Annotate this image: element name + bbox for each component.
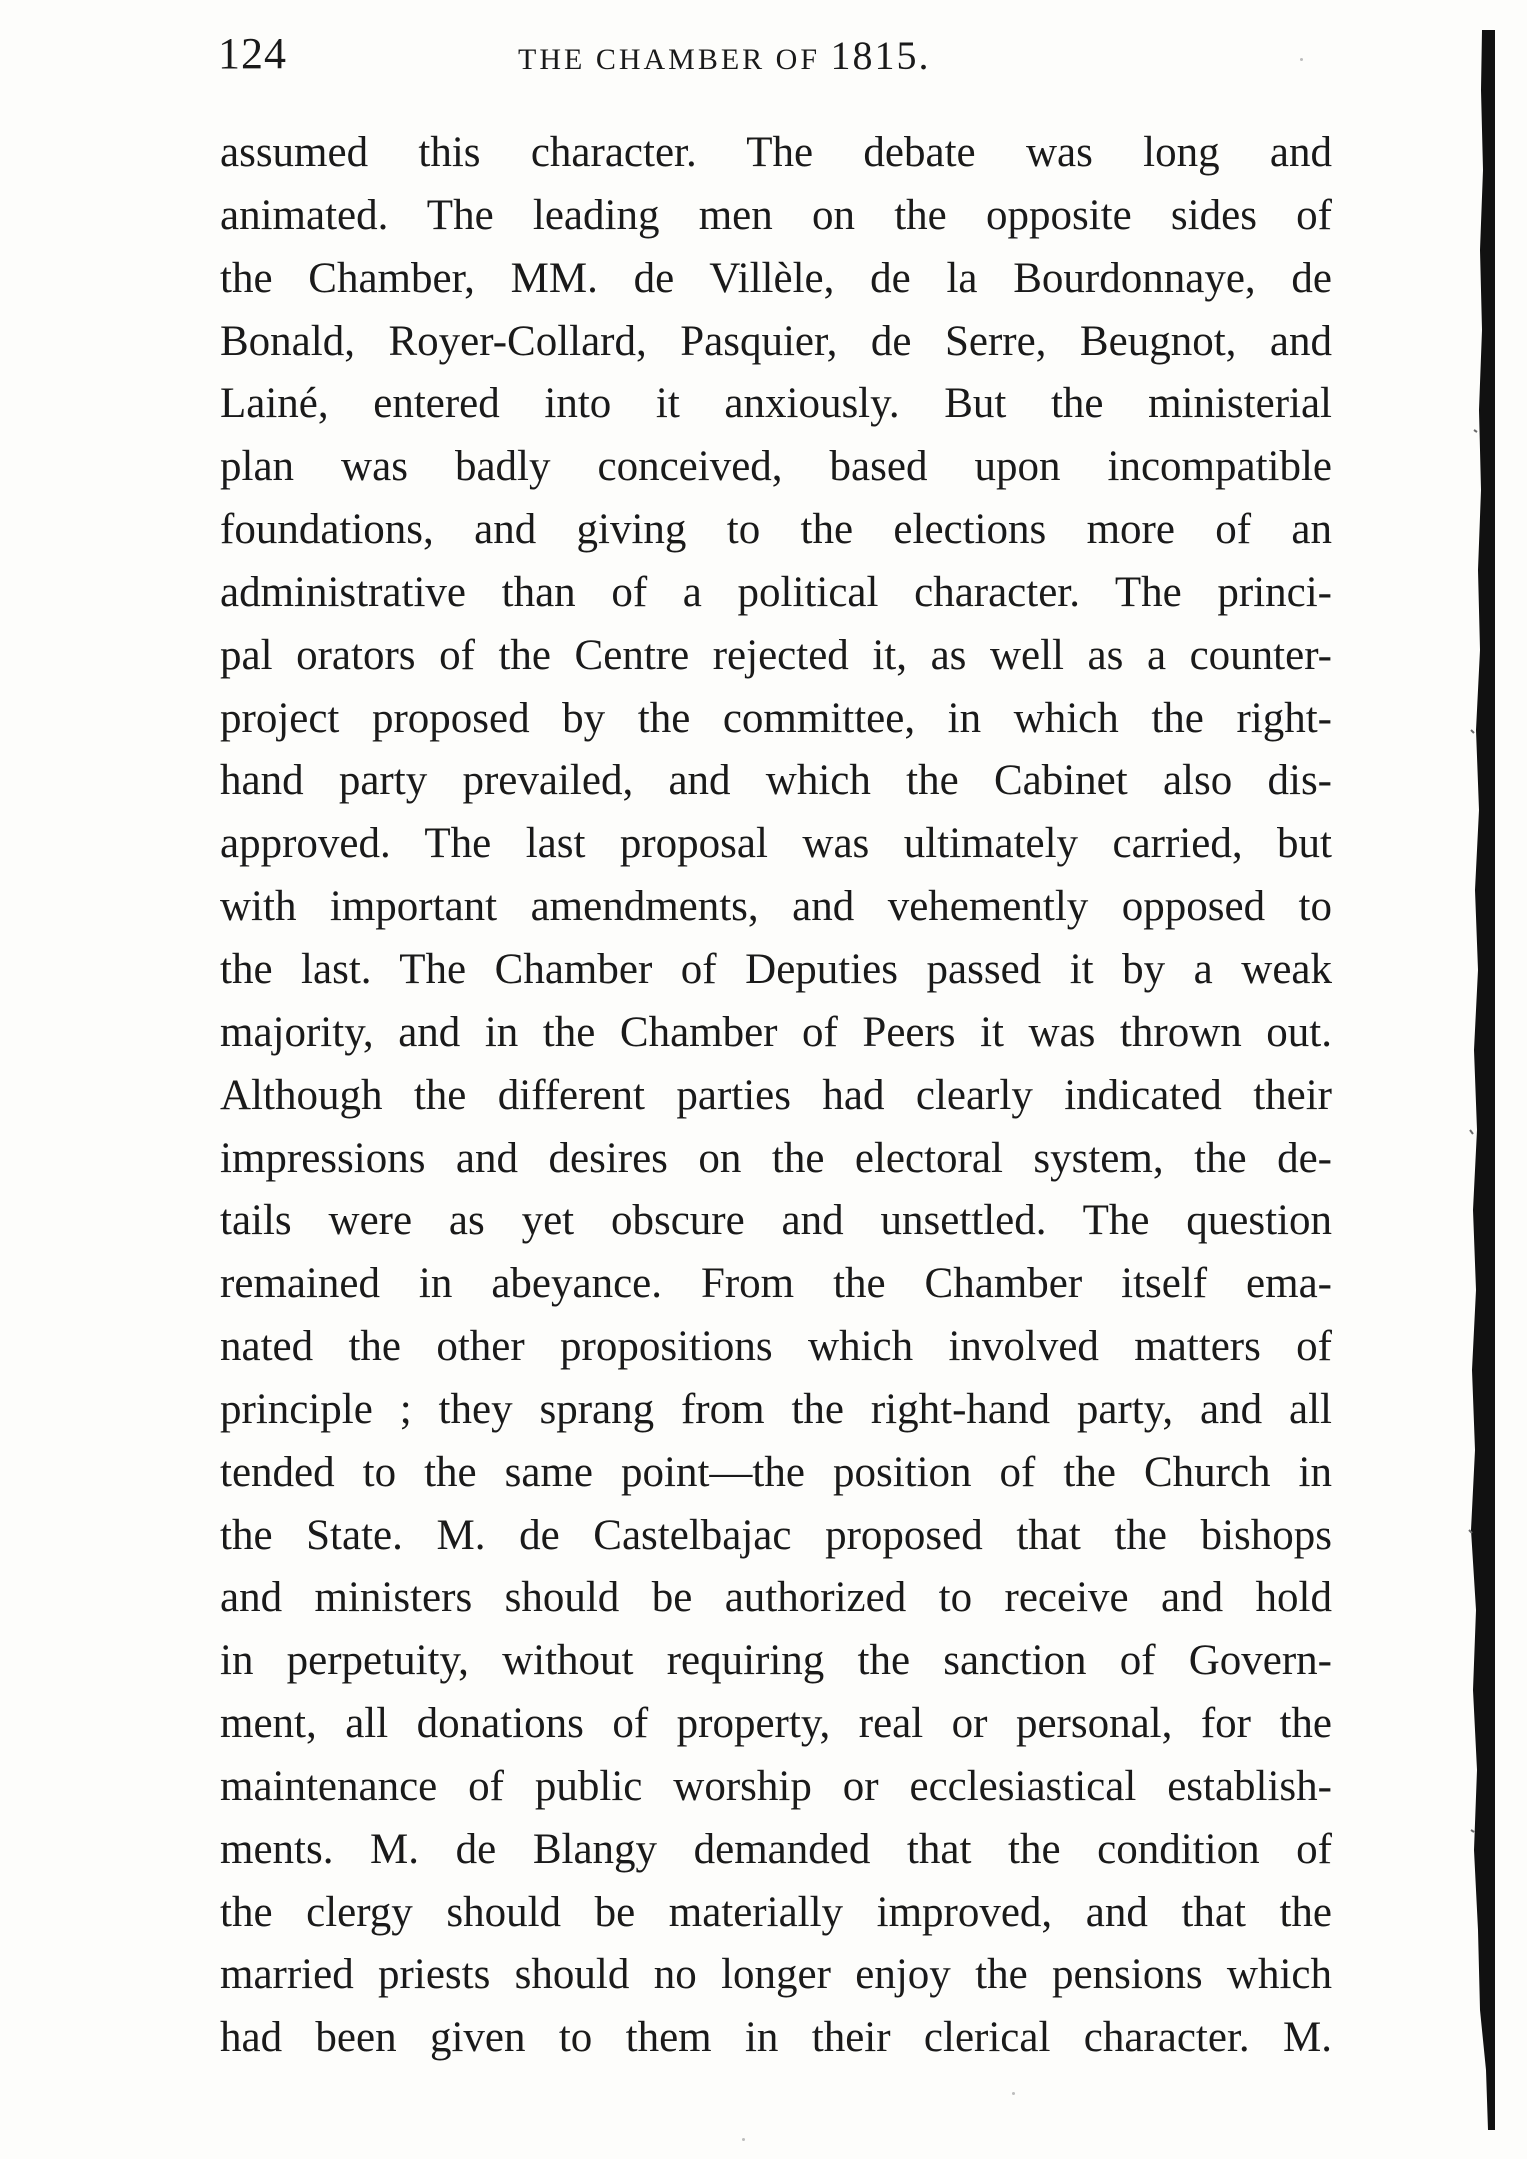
binding-shadow-shape <box>1471 30 1495 2130</box>
text-line: the State. M. de Castelbajac proposed that the bishops <box>220 1511 1332 1559</box>
text-line: pal orators of the Centre rejected it, as well as a counter- <box>220 631 1332 679</box>
text-line: the clergy should be materially improved, and that the <box>220 1888 1332 1936</box>
text-line: in perpetuity, without requiring the sanction of Govern- <box>220 1637 1332 1685</box>
text-line: foundations, and giving to the elections more of an <box>220 506 1332 554</box>
text-line: impressions and desires on the electoral system, the de- <box>220 1134 1332 1182</box>
text-line: approved. The last proposal was ultimately carried, but <box>220 820 1332 868</box>
text-line: principle ; they sprang from the right-hand party, and all <box>220 1385 1332 1433</box>
text-line: plan was badly conceived, based upon incompatible <box>220 443 1332 491</box>
text-line: tended to the same point—the position of the Church in <box>220 1448 1332 1496</box>
text-line: ment, all donations of property, real or personal, for the <box>220 1700 1332 1748</box>
body-text <box>220 122 1332 2070</box>
running-head <box>218 28 1338 88</box>
text-line: Although the different parties had clearly indicated their <box>220 1071 1332 1119</box>
text-line: the last. The Chamber of Deputies passed it by a weak <box>220 945 1332 993</box>
binding-shadow <box>1468 30 1496 2130</box>
text-line: nated the other propositions which involved matters of <box>220 1323 1332 1371</box>
paper-speck <box>1012 2092 1015 2095</box>
text-line: animated. The leading men on the opposite sides of <box>220 191 1332 239</box>
text-line: married priests should no longer enjoy the pensions which <box>220 1951 1332 1999</box>
text-line: had been given to them in their clerical character. M. <box>220 2014 1332 2062</box>
running-title-year: 1815. <box>830 33 931 78</box>
paper-speck <box>1300 58 1303 61</box>
text-line: project proposed by the committee, in which the right- <box>220 694 1332 742</box>
text-line: hand party prevailed, and which the Cabinet also dis- <box>220 757 1332 805</box>
text-line: maintenance of public worship or ecclesiastical establish- <box>220 1762 1332 1810</box>
running-title <box>518 32 931 79</box>
text-line: remained in abeyance. From the Chamber itself ema- <box>220 1260 1332 1308</box>
text-line: Bonald, Royer-Collard, Pasquier, de Serre, Beugnot, and <box>220 317 1332 365</box>
text-line: administrative than of a political character. The princi- <box>220 568 1332 616</box>
text-line: tails were as yet obscure and unsettled. The question <box>220 1197 1332 1245</box>
text-line: Lainé, entered into it anxiously. But the ministerial <box>220 380 1332 428</box>
text-line: the Chamber, MM. de Villèle, de la Bourdonnaye, de <box>220 254 1332 302</box>
running-title-text: THE CHAMBER OF <box>518 43 821 76</box>
text-line: with important amendments, and vehemently opposed to <box>220 883 1332 931</box>
text-line: and ministers should be authorized to receive and hold <box>220 1574 1332 1622</box>
page-number: 124 <box>218 29 287 78</box>
text-line: majority, and in the Chamber of Peers it was thrown out. <box>220 1008 1332 1056</box>
text-line: ments. M. de Blangy demanded that the condition of <box>220 1825 1332 1873</box>
paper-speck <box>742 2138 745 2141</box>
text-line: assumed this character. The debate was long and <box>220 129 1332 176</box>
